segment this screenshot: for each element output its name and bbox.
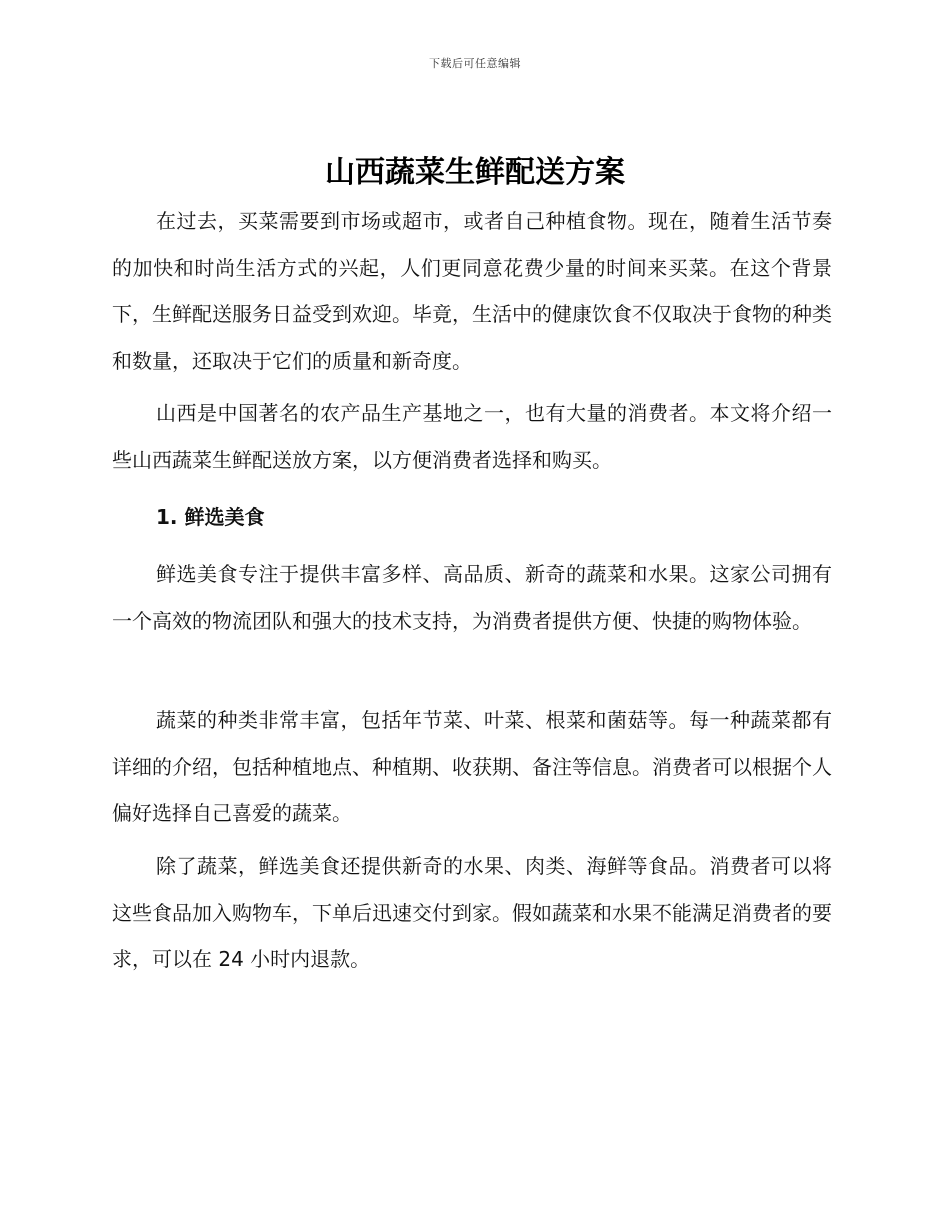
intro-paragraph-2: 山西是中国著名的农产品生产基地之一，也有大量的消费者。本文将介绍一些山西蔬菜生鲜配送放方案，以方便消费者选择和购买。 [112,401,832,472]
header-note: 下载后可任意编辑 [429,57,521,70]
section-1-paragraph-2: 蔬菜的种类非常丰富，包括年节菜、叶菜、根菜和菌菇等。每一种蔬菜都有详细的介绍，包括种植地点、种植期、收获期、备注等信息。消费者可以根据个人偏好选择自己喜爱的蔬菜。 [112,708,832,825]
section-heading-1: 1. 鲜选美食 [156,505,265,529]
intro-paragraph-1: 在过去，买菜需要到市场或超市，或者自己种植食物。现在，随着生活节奏的加快和时尚生活方式的兴起，人们更同意花费少量的时间来买菜。在这个背景下，生鲜配送服务日益受到欢迎。毕竟，生活中的健康饮食不仅取决于食物的种类和数量，还取决于它们的质量和新奇度。 [112,209,832,373]
section-1-paragraph-3: 除了蔬菜，鲜选美食还提供新奇的水果、肉类、海鲜等食品。消费者可以将这些食品加入购物车，下单后迅速交付到家。假如蔬菜和水果不能满足消费者的要求，可以在 24 小时内退款。 [112,854,832,971]
document-title: 山西蔬菜生鲜配送方案 [325,155,625,190]
section-1-paragraph-1: 鲜选美食专注于提供丰富多样、高品质、新奇的蔬菜和水果。这家公司拥有一个高效的物流团队和强大的技术支持，为消费者提供方便、快捷的购物体验。 [112,562,832,633]
